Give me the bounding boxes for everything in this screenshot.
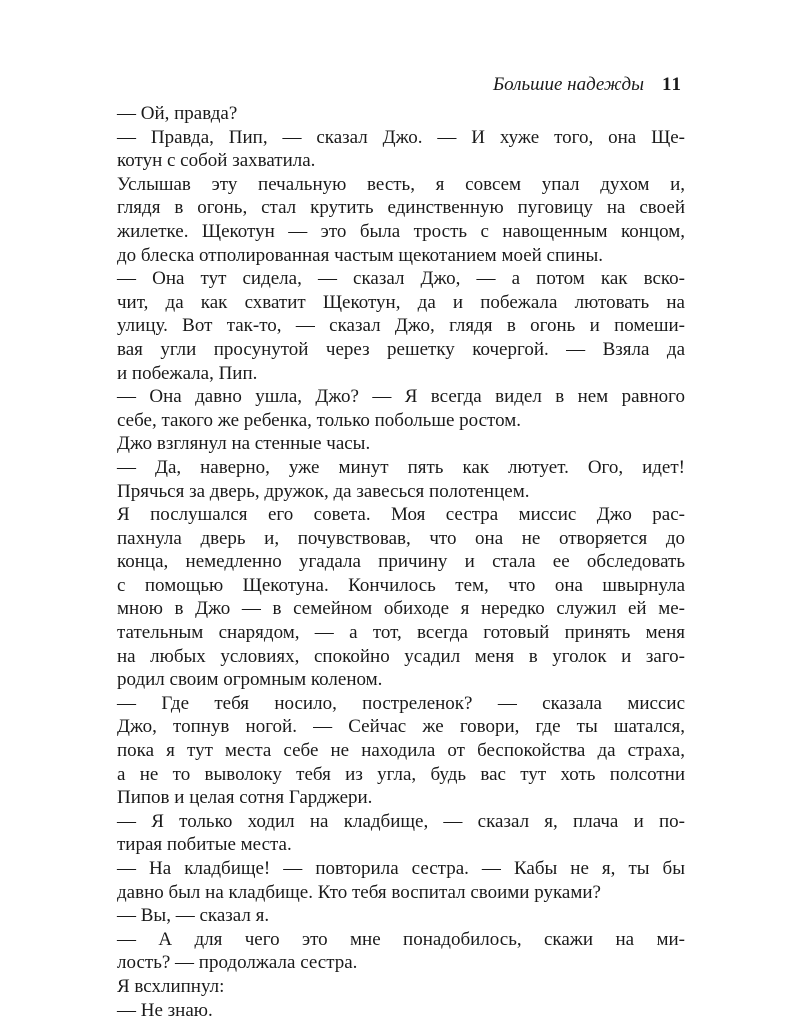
- book-title: Большие надежды: [492, 74, 645, 95]
- text-line: — Ой, правда?: [117, 103, 238, 124]
- body-text: [117, 102, 685, 1022]
- text-line: до блеска отполированная частым щекотанием моей спины.: [117, 244, 604, 266]
- text-line: — Я только ходил на кладбище, — сказал я, плача и по-: [117, 810, 685, 832]
- text-line: — Правда, Пип, — сказал Джо. — И хуже того, она Ще-: [117, 126, 685, 148]
- text-line: лость? — продолжала сестра.: [117, 952, 358, 974]
- text-line: Услышав эту печальную весть, я совсем упал духом и,: [117, 173, 685, 195]
- text-line: тирая побитые места.: [117, 834, 292, 856]
- text-line: — Где тебя носило, постреленок? — сказала миссис: [117, 692, 685, 714]
- text-line: мною в Джо — в семейном обиходе я нередко служил ей ме-: [117, 598, 685, 620]
- text-line: глядя в огонь, стал крутить единственную пуговицу на своей: [117, 197, 685, 219]
- text-line: Прячься за дверь, дружок, да завесься полотенцем.: [117, 480, 530, 502]
- text-line: Джо взглянул на стенные часы.: [117, 433, 371, 455]
- text-line: — Не знаю.: [117, 999, 213, 1021]
- text-line: и побежала, Пип.: [117, 362, 258, 384]
- text-line: пока я тут места себе не находила от беспокойства да страха,: [117, 740, 685, 762]
- text-line: вая угли просунутой через решетку кочергой. — Взяла да: [117, 338, 685, 360]
- text-line: Пипов и целая сотня Гарджери.: [117, 787, 373, 809]
- page-number: 11: [662, 74, 682, 95]
- text-line: родил своим огромным коленом.: [117, 669, 383, 691]
- text-line: Я всхлипнул:: [117, 975, 225, 997]
- text-line: жилетке. Щекотун — это была трость с навощенным концом,: [117, 220, 685, 242]
- text-line: а не то выволоку тебя из угла, будь вас тут хоть полсотни: [117, 763, 685, 785]
- text-line: — Вы, — сказал я.: [117, 905, 270, 927]
- text-line: Я послушался его совета. Моя сестра миссис Джо рас-: [117, 504, 685, 526]
- text-line: пахнула дверь и, почувствовав, что она не отворяется до: [117, 527, 685, 549]
- text-line: котун с собой захватила.: [117, 150, 316, 172]
- text-line: — Она тут сидела, — сказал Джо, — а потом как вско-: [117, 268, 685, 290]
- text-line: чит, да как схватит Щекотун, да и побежала лютовать на: [117, 291, 685, 313]
- text-line: улицу. Вот так-то, — сказал Джо, глядя в огонь и помеши-: [117, 315, 685, 337]
- text-line: — Да, наверно, уже минут пять как лютует. Ого, идет!: [117, 456, 685, 478]
- text-line: с помощью Щекотуна. Кончилось тем, что она швырнула: [117, 574, 685, 596]
- running-head: [493, 74, 682, 96]
- text-line: — Она давно ушла, Джо? — Я всегда видел в нем равного: [117, 386, 685, 408]
- text-line: Джо, топнув ногой. — Сейчас же говори, где ты шатался,: [117, 716, 685, 738]
- text-line: конца, немедленно угадала причину и стала ее обследовать: [117, 551, 685, 573]
- text-line: тательным снарядом, — а тот, всегда готовый принять меня: [117, 622, 685, 644]
- text-line: — А для чего это мне понадобилось, скажи на ми-: [117, 928, 685, 950]
- text-line: на любых условиях, спокойно усадил меня в уголок и заго-: [117, 645, 685, 667]
- text-line: себе, такого же ребенка, только побольше ростом.: [117, 409, 522, 431]
- text-line: — На кладбище! — повторила сестра. — Кабы не я, ты бы: [117, 858, 685, 879]
- text-line: давно был на кладбище. Кто тебя воспитал своими руками?: [117, 881, 601, 903]
